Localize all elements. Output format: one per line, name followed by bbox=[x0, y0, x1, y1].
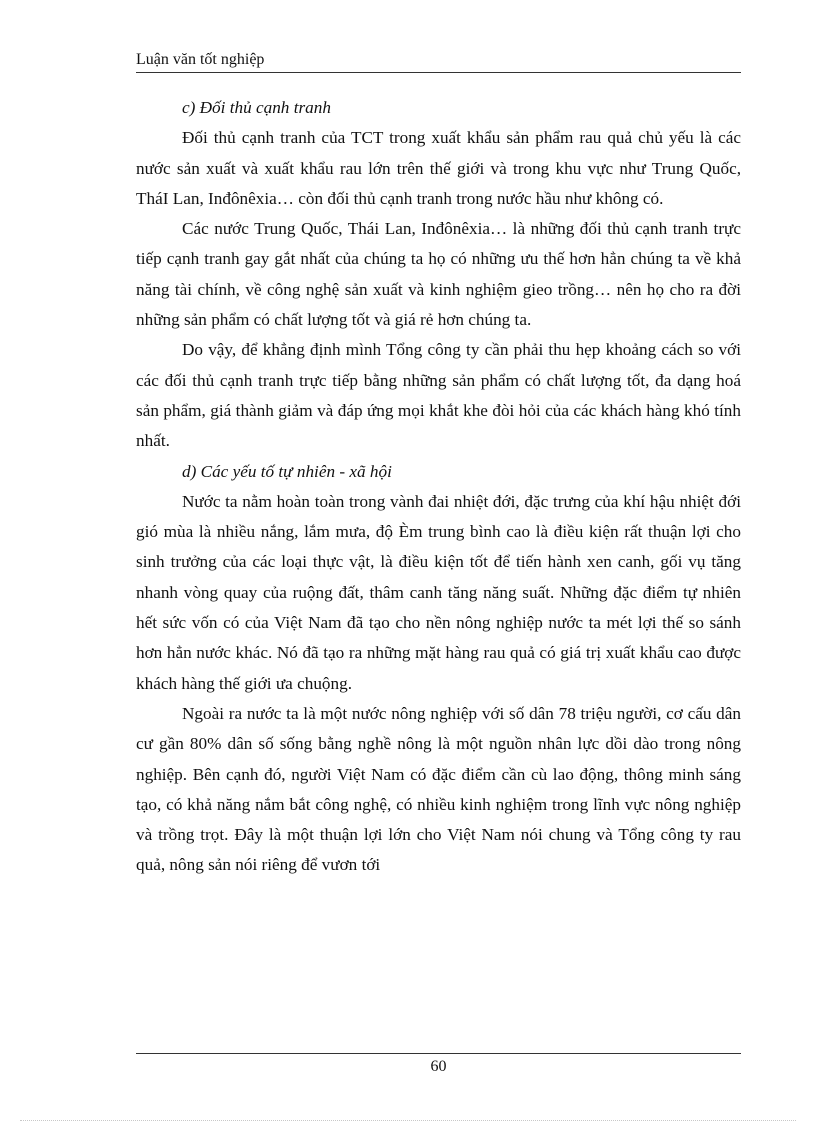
page-bottom-border bbox=[20, 1120, 796, 1121]
footer-divider bbox=[136, 1053, 741, 1054]
paragraph: Các nước Trung Quốc, Thái Lan, Inđônêxia… là những đối thủ cạnh tranh trực tiếp cạnh tranh gay gắt nhất của chúng ta họ có những ưu thế hơn hẳn chúng ta về khả năng tài chính, về công nghệ sản xuất và kinh nghiệm gieo trồng… nên họ cho ra đời những sản phẩm có chất lượng tốt và giá rẻ hơn chúng ta. bbox=[136, 219, 741, 330]
paragraph: Đối thủ cạnh tranh của TCT trong xuất khẩu sản phẩm rau quả chủ yếu là các nước sản xuất và xuất khẩu rau lớn trên thế giới và trong khu vực như Trung Quốc, TháI Lan, Inđônêxia… còn đối thủ cạnh tranh trong nước hầu như không có. bbox=[136, 128, 741, 208]
paragraph: Nước ta nằm hoàn toàn trong vành đai nhiệt đới, đặc trưng của khí hậu nhiệt đới gió mùa là nhiều nắng, lắm mưa, độ Èm trung bình cao là điều kiện rất thuận lợi cho sinh trưởng của các loại thực vật, là điều kiện tốt để tiến hành xen canh, gối vụ tăng nhanh vòng quay của ruộng đất, thâm canh tăng năng suất. Những đặc điểm tự nhiên hết sức vốn có của Việt Nam đã tạo cho nền nông nghiệp nước ta mét lợi thế so sánh hơn hẳn nước khác. Nó đã tạo ra những mặt hàng rau quả có giá trị xuất khẩu cao được khách hàng thế giới ưa chuộng. bbox=[136, 491, 741, 693]
document-body bbox=[136, 93, 741, 881]
paragraph: Do vậy, để khẳng định mình Tổng công ty cần phải thu hẹp khoảng cách so với các đối thủ cạnh tranh trực tiếp bằng những sản phẩm có chất lượng tốt, đa dạng hoá sản phẩm, giá thành giảm và đáp ứng mọi khắt khe đòi hỏi của các khách hàng khó tính nhất. bbox=[136, 340, 741, 451]
page-header bbox=[136, 50, 741, 73]
section-heading-natural-social-factors: d) Các yếu tố tự nhiên - xã hội bbox=[182, 461, 392, 481]
page-number: 60 bbox=[430, 1058, 447, 1075]
document-title: Luận văn tốt nghiệp bbox=[136, 51, 265, 68]
paragraph: Ngoài ra nước ta là một nước nông nghiệp với số dân 78 triệu người, cơ cấu dân cư gần 80% dân số sống bằng nghề nông là một nguồn nhân lực dồi dào trong nông nghiệp. Bên cạnh đó, người Việt Nam có đặc điểm cần cù lao động, thông minh sáng tạo, có khả năng nắm bắt công nghệ, có nhiều kinh nghiệm trong lĩnh vực nông nghiệp và trồng trọt. Đây là một thuận lợi lớn cho Việt Nam nói chung và Tổng công ty rau quả, nông sản nói riêng để vươn tới bbox=[136, 703, 741, 875]
section-heading-competitors: c) Đối thủ cạnh tranh bbox=[182, 98, 331, 117]
